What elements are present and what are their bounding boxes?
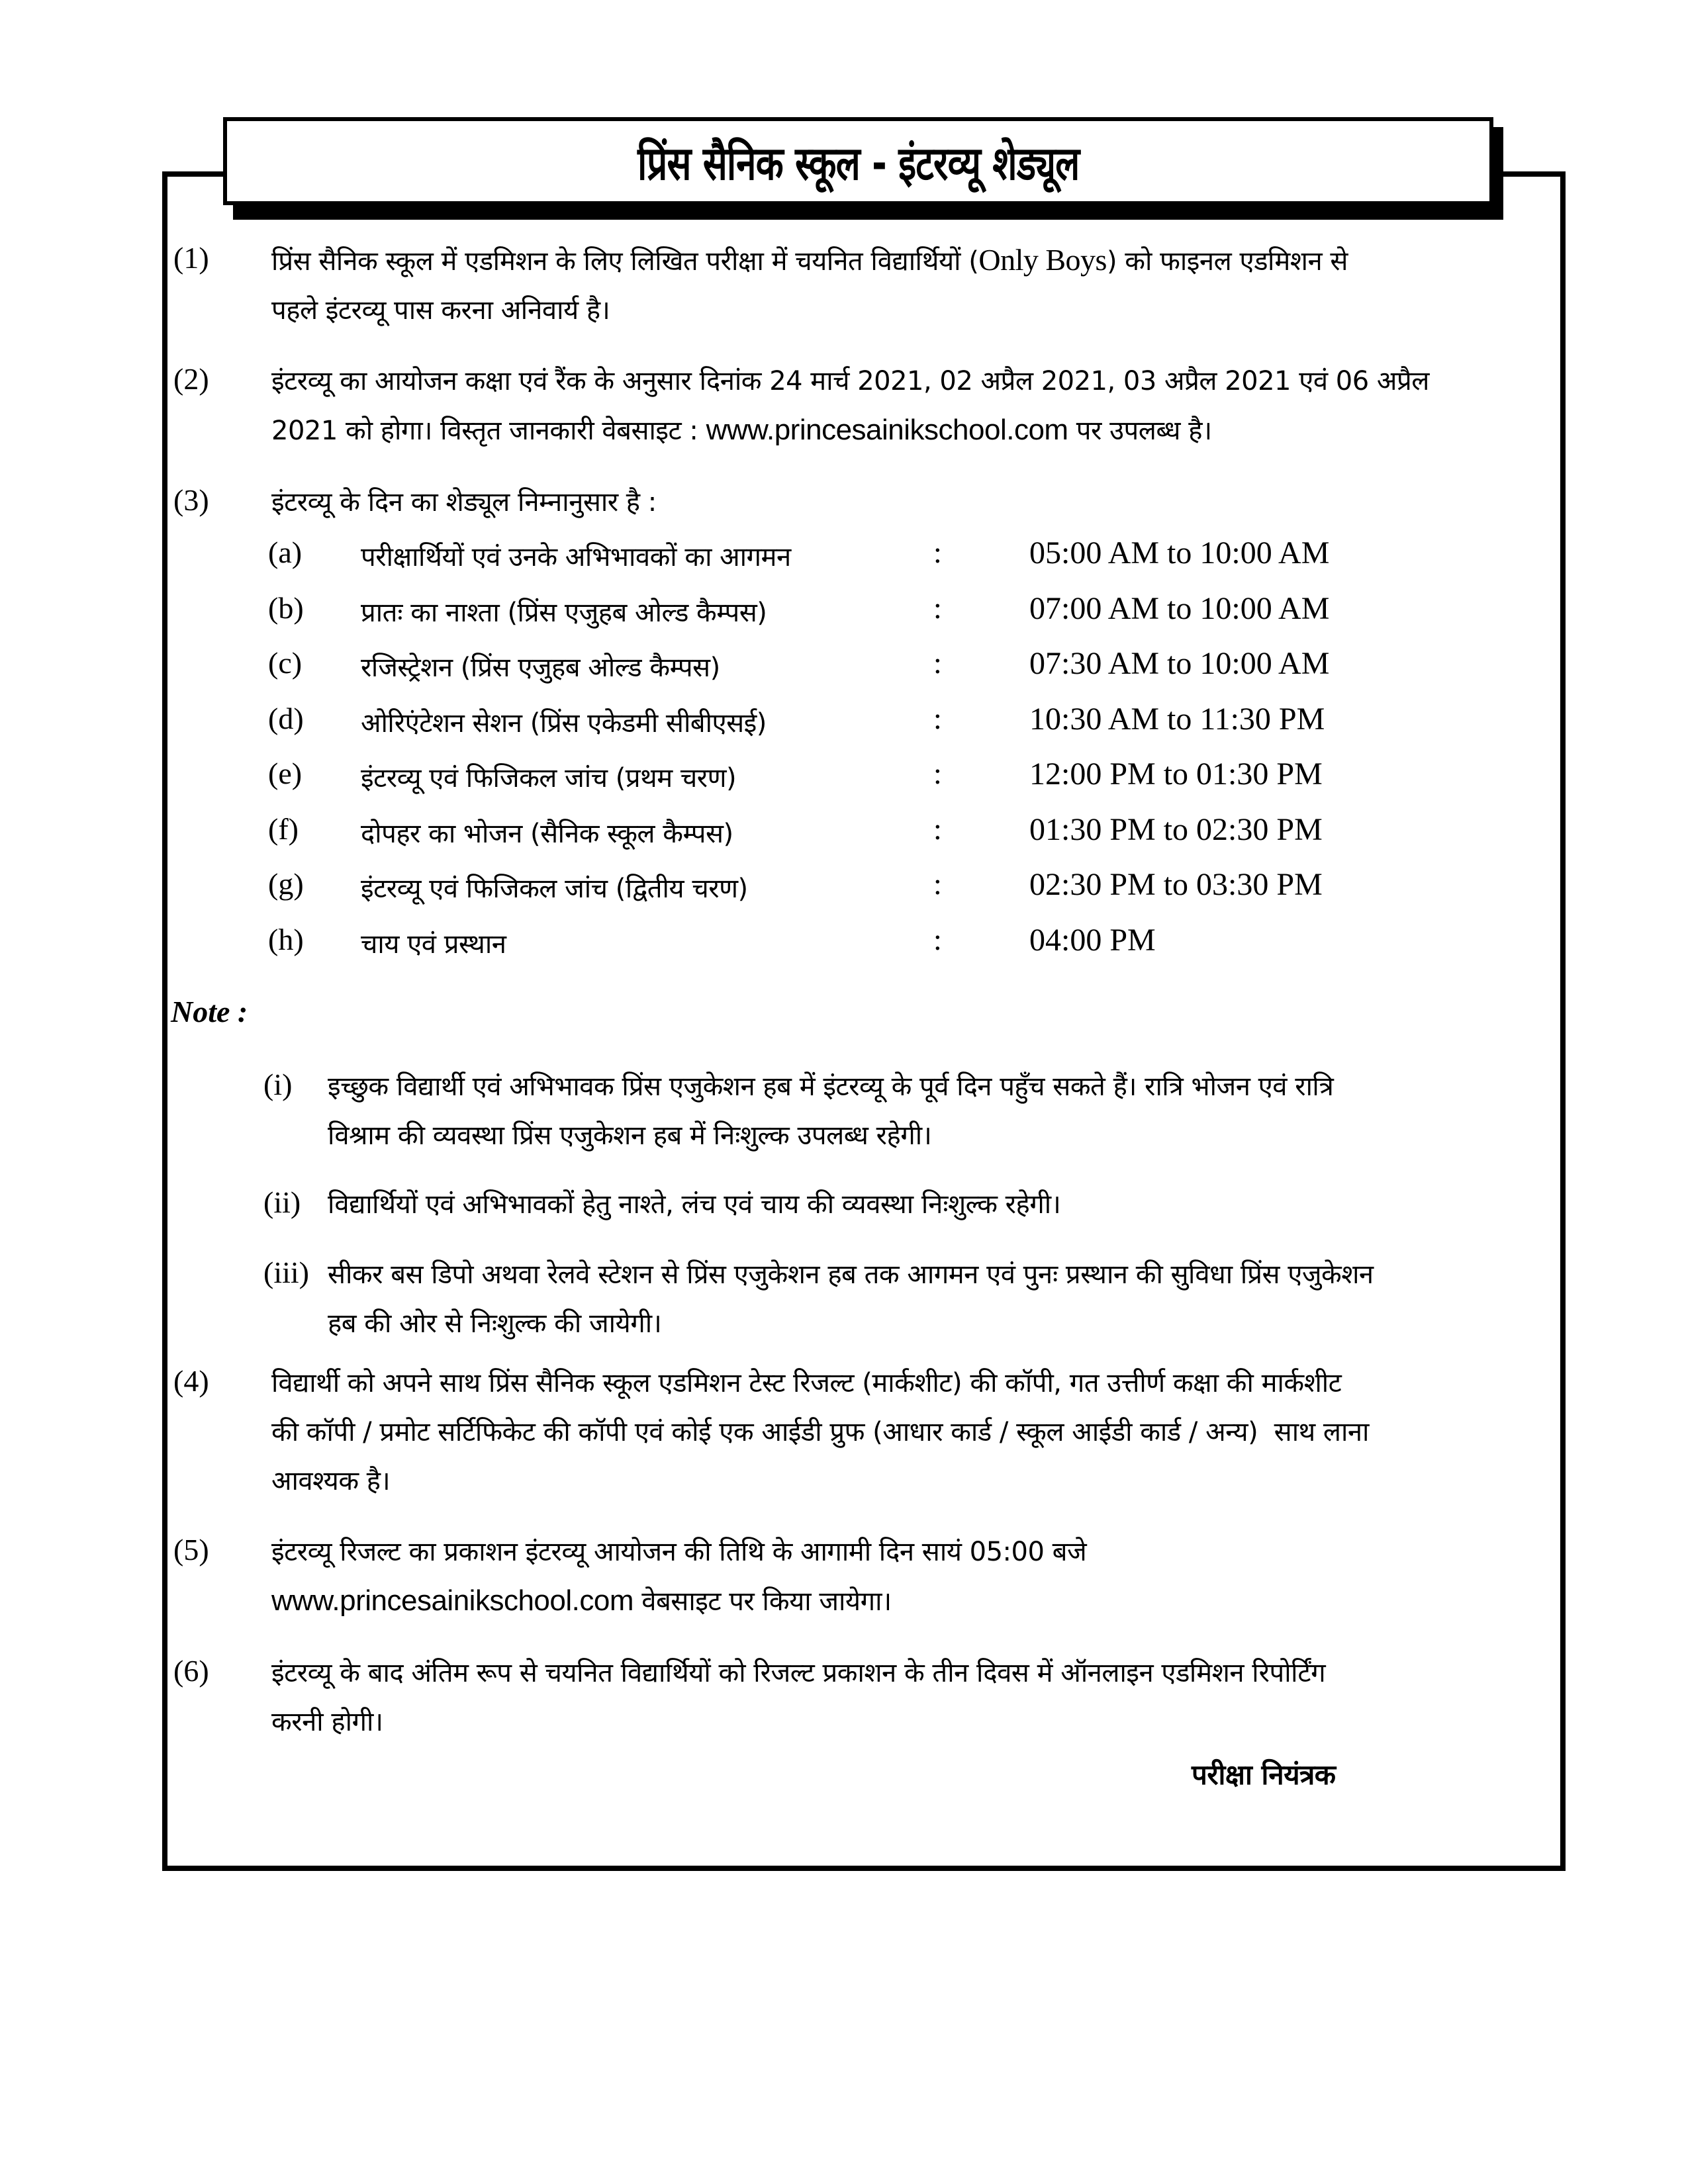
item-number: (2) <box>173 362 209 396</box>
schedule-separator: : <box>933 811 942 846</box>
schedule-activity: प्रातः का नाश्ता (प्रिंस एजुहब ओल्ड कैम्पस) <box>361 597 767 628</box>
note-point-3 <box>328 1250 1532 1348</box>
schedule-activity: दोपहर का भोजन (सैनिक स्कूल कैम्पस) <box>361 818 733 849</box>
schedule-separator: : <box>933 590 942 625</box>
website-link[interactable]: www.princesainikschool.com <box>706 414 1068 446</box>
item-5-line-1: इंटरव्यू रिजल्ट का प्रकाशन इंटरव्यू आयोजन की तिथि के आगामी दिन सायं 05:00 बजे <box>271 1537 1087 1567</box>
schedule-separator: : <box>933 867 942 901</box>
schedule-letter: (e) <box>268 756 303 790</box>
item-4-text <box>271 1359 1532 1506</box>
schedule-letter: (a) <box>268 535 303 569</box>
schedule-time: 07:00 AM to 10:00 AM <box>1029 590 1330 626</box>
schedule-row <box>0 701 1688 747</box>
item-number: (1) <box>173 241 209 275</box>
schedule-intro: इंटरव्यू के दिन का शेड्यूल निम्नानुसार है : <box>271 487 657 518</box>
schedule-activity: इंटरव्यू एवं फिजिकल जांच (द्वितीय चरण) <box>361 874 748 904</box>
item-5-line-2: www.princesainikschool.com वेबसाइट पर किया जायेगा। <box>271 1584 892 1617</box>
item-5-text <box>271 1527 1532 1626</box>
schedule-time: 01:30 PM to 02:30 PM <box>1029 811 1323 847</box>
item-6-text <box>271 1649 1532 1747</box>
schedule-separator: : <box>933 535 942 569</box>
schedule-row <box>0 756 1688 802</box>
note-point-3-line-1: सीकर बस डिपो अथवा रेलवे स्टेशन से प्रिंस एजुकेशन हब तक आगमन एवं पुनः प्रस्थान की सुविधा प्रिंस एजुकेशन <box>328 1259 1374 1290</box>
page-title: प्रिंस सैनिक स्कूल - इंटरव्यू शेड्यूल <box>637 136 1080 191</box>
schedule-letter: (d) <box>268 701 304 735</box>
schedule-separator: : <box>933 646 942 680</box>
item-1-text <box>271 236 1532 335</box>
item-number: (4) <box>173 1364 209 1398</box>
schedule-row <box>0 866 1688 913</box>
schedule-time: 10:30 AM to 11:30 PM <box>1029 701 1325 737</box>
schedule-letter: (f) <box>268 811 299 846</box>
item-number: (3) <box>173 483 209 517</box>
schedule-time: 12:00 PM to 01:30 PM <box>1029 756 1323 792</box>
schedule-time: 04:00 PM <box>1029 922 1156 958</box>
schedule-time: 02:30 PM to 03:30 PM <box>1029 867 1323 902</box>
schedule-letter: (b) <box>268 590 304 625</box>
schedule-time: 05:00 AM to 10:00 AM <box>1029 535 1330 570</box>
item-4-line-3: आवश्यक है। <box>271 1466 391 1496</box>
schedule-activity: परीक्षार्थियों एवं उनके अभिभावकों का आगमन <box>361 542 791 572</box>
note-number: (ii) <box>263 1185 301 1219</box>
note-point-1-line-2: विश्राम की व्यवस्था प्रिंस एजुकेशन हब में निःशुल्क उपलब्ध रहेगी। <box>328 1120 932 1151</box>
schedule-activity: ओरिएंटेशन सेशन (प्रिंस एकेडमी सीबीएसई) <box>361 707 767 739</box>
note-title: Note : <box>171 995 248 1028</box>
schedule-row <box>0 535 1688 581</box>
schedule-row <box>0 811 1688 858</box>
note-number: (iii) <box>263 1255 309 1289</box>
item-number: (5) <box>173 1533 209 1567</box>
item-2-line-2: 2021 को होगा। विस्तृत जानकारी वेबसाइट : www.princesainikschool.com पर उपलब्ध है। <box>271 414 1212 446</box>
item-6-line-2: करनी होगी। <box>271 1707 383 1737</box>
schedule-activity: रजिस्ट्रेशन (प्रिंस एजुहब ओल्ड कैम्पस) <box>361 653 720 683</box>
item-1-line-2: पहले इंटरव्यू पास करना अनिवार्य है। <box>271 295 610 326</box>
note-point-3-line-2: हब की ओर से निःशुल्क की जायेगी। <box>328 1308 662 1339</box>
schedule-activity: इंटरव्यू एवं फिजिकल जांच (प्रथम चरण) <box>361 763 737 794</box>
signature-examination-controller: परीक्षा नियंत्रक <box>1192 1758 1336 1791</box>
note-point-2: विद्यार्थियों एवं अभिभावकों हेतु नाश्ते, लंच एवं चाय की व्यवस्था निःशुल्क रहेगी। <box>328 1189 1061 1220</box>
schedule-separator: : <box>933 922 942 956</box>
schedule-letter: (h) <box>268 922 304 956</box>
schedule-letter: (g) <box>268 867 304 901</box>
note-point-1-line-1: इच्छुक विद्यार्थी एवं अभिभावक प्रिंस एजुकेशन हब में इंटरव्यू के पूर्व दिन पहुँच सकते हैं। रात्रि भोजन एवं रात्रि <box>328 1071 1334 1102</box>
item-number: (6) <box>173 1654 209 1688</box>
schedule-row <box>0 922 1688 968</box>
schedule-time: 07:30 AM to 10:00 AM <box>1029 646 1330 681</box>
note-number: (i) <box>263 1068 293 1101</box>
item-2-line-1: इंटरव्यू का आयोजन कक्षा एवं रैंक के अनुसार दिनांक 24 मार्च 2021, 02 अप्रैल 2021, 03 अप्रैल 2021 एवं 06 अप्रैल <box>271 366 1429 396</box>
schedule-separator: : <box>933 756 942 790</box>
item-6-line-1: इंटरव्यू के बाद अंतिम रूप से चयनित विद्यार्थियों को रिजल्ट प्रकाशन के तीन दिवस में ऑनलाइन एडमिशन रिपोर्टिंग <box>271 1658 1326 1688</box>
item-4-line-2: की कॉपी / प्रमोट सर्टिफिकेट की कॉपी एवं कोई एक आईडी प्रुफ (आधार कार्ड / स्कूल आईडी कार्ड / अन्य) साथ लाना <box>271 1417 1369 1447</box>
item-1-line-1: प्रिंस सैनिक स्कूल में एडमिशन के लिए लिखित परीक्षा में चयनित विद्यार्थियों (Only Boys) को फाइनल एडमिशन से <box>271 243 1348 277</box>
only-boys-text: Only Boys <box>978 243 1107 277</box>
item-2-text <box>271 357 1532 455</box>
schedule-row <box>0 590 1688 637</box>
schedule-row <box>0 645 1688 692</box>
item-4-line-1: विद्यार्थी को अपने साथ प्रिंस सैनिक स्कूल एडमिशन टेस्ट रिजल्ट (मार्कशीट) की कॉपी, गत उत्तीर्ण कक्षा की मार्कशीट <box>271 1368 1342 1398</box>
schedule-activity: चाय एवं प्रस्थान <box>361 929 506 960</box>
website-link[interactable]: www.princesainikschool.com <box>271 1584 633 1617</box>
note-point-1 <box>328 1062 1532 1160</box>
schedule-letter: (c) <box>268 646 303 680</box>
schedule-separator: : <box>933 701 942 735</box>
